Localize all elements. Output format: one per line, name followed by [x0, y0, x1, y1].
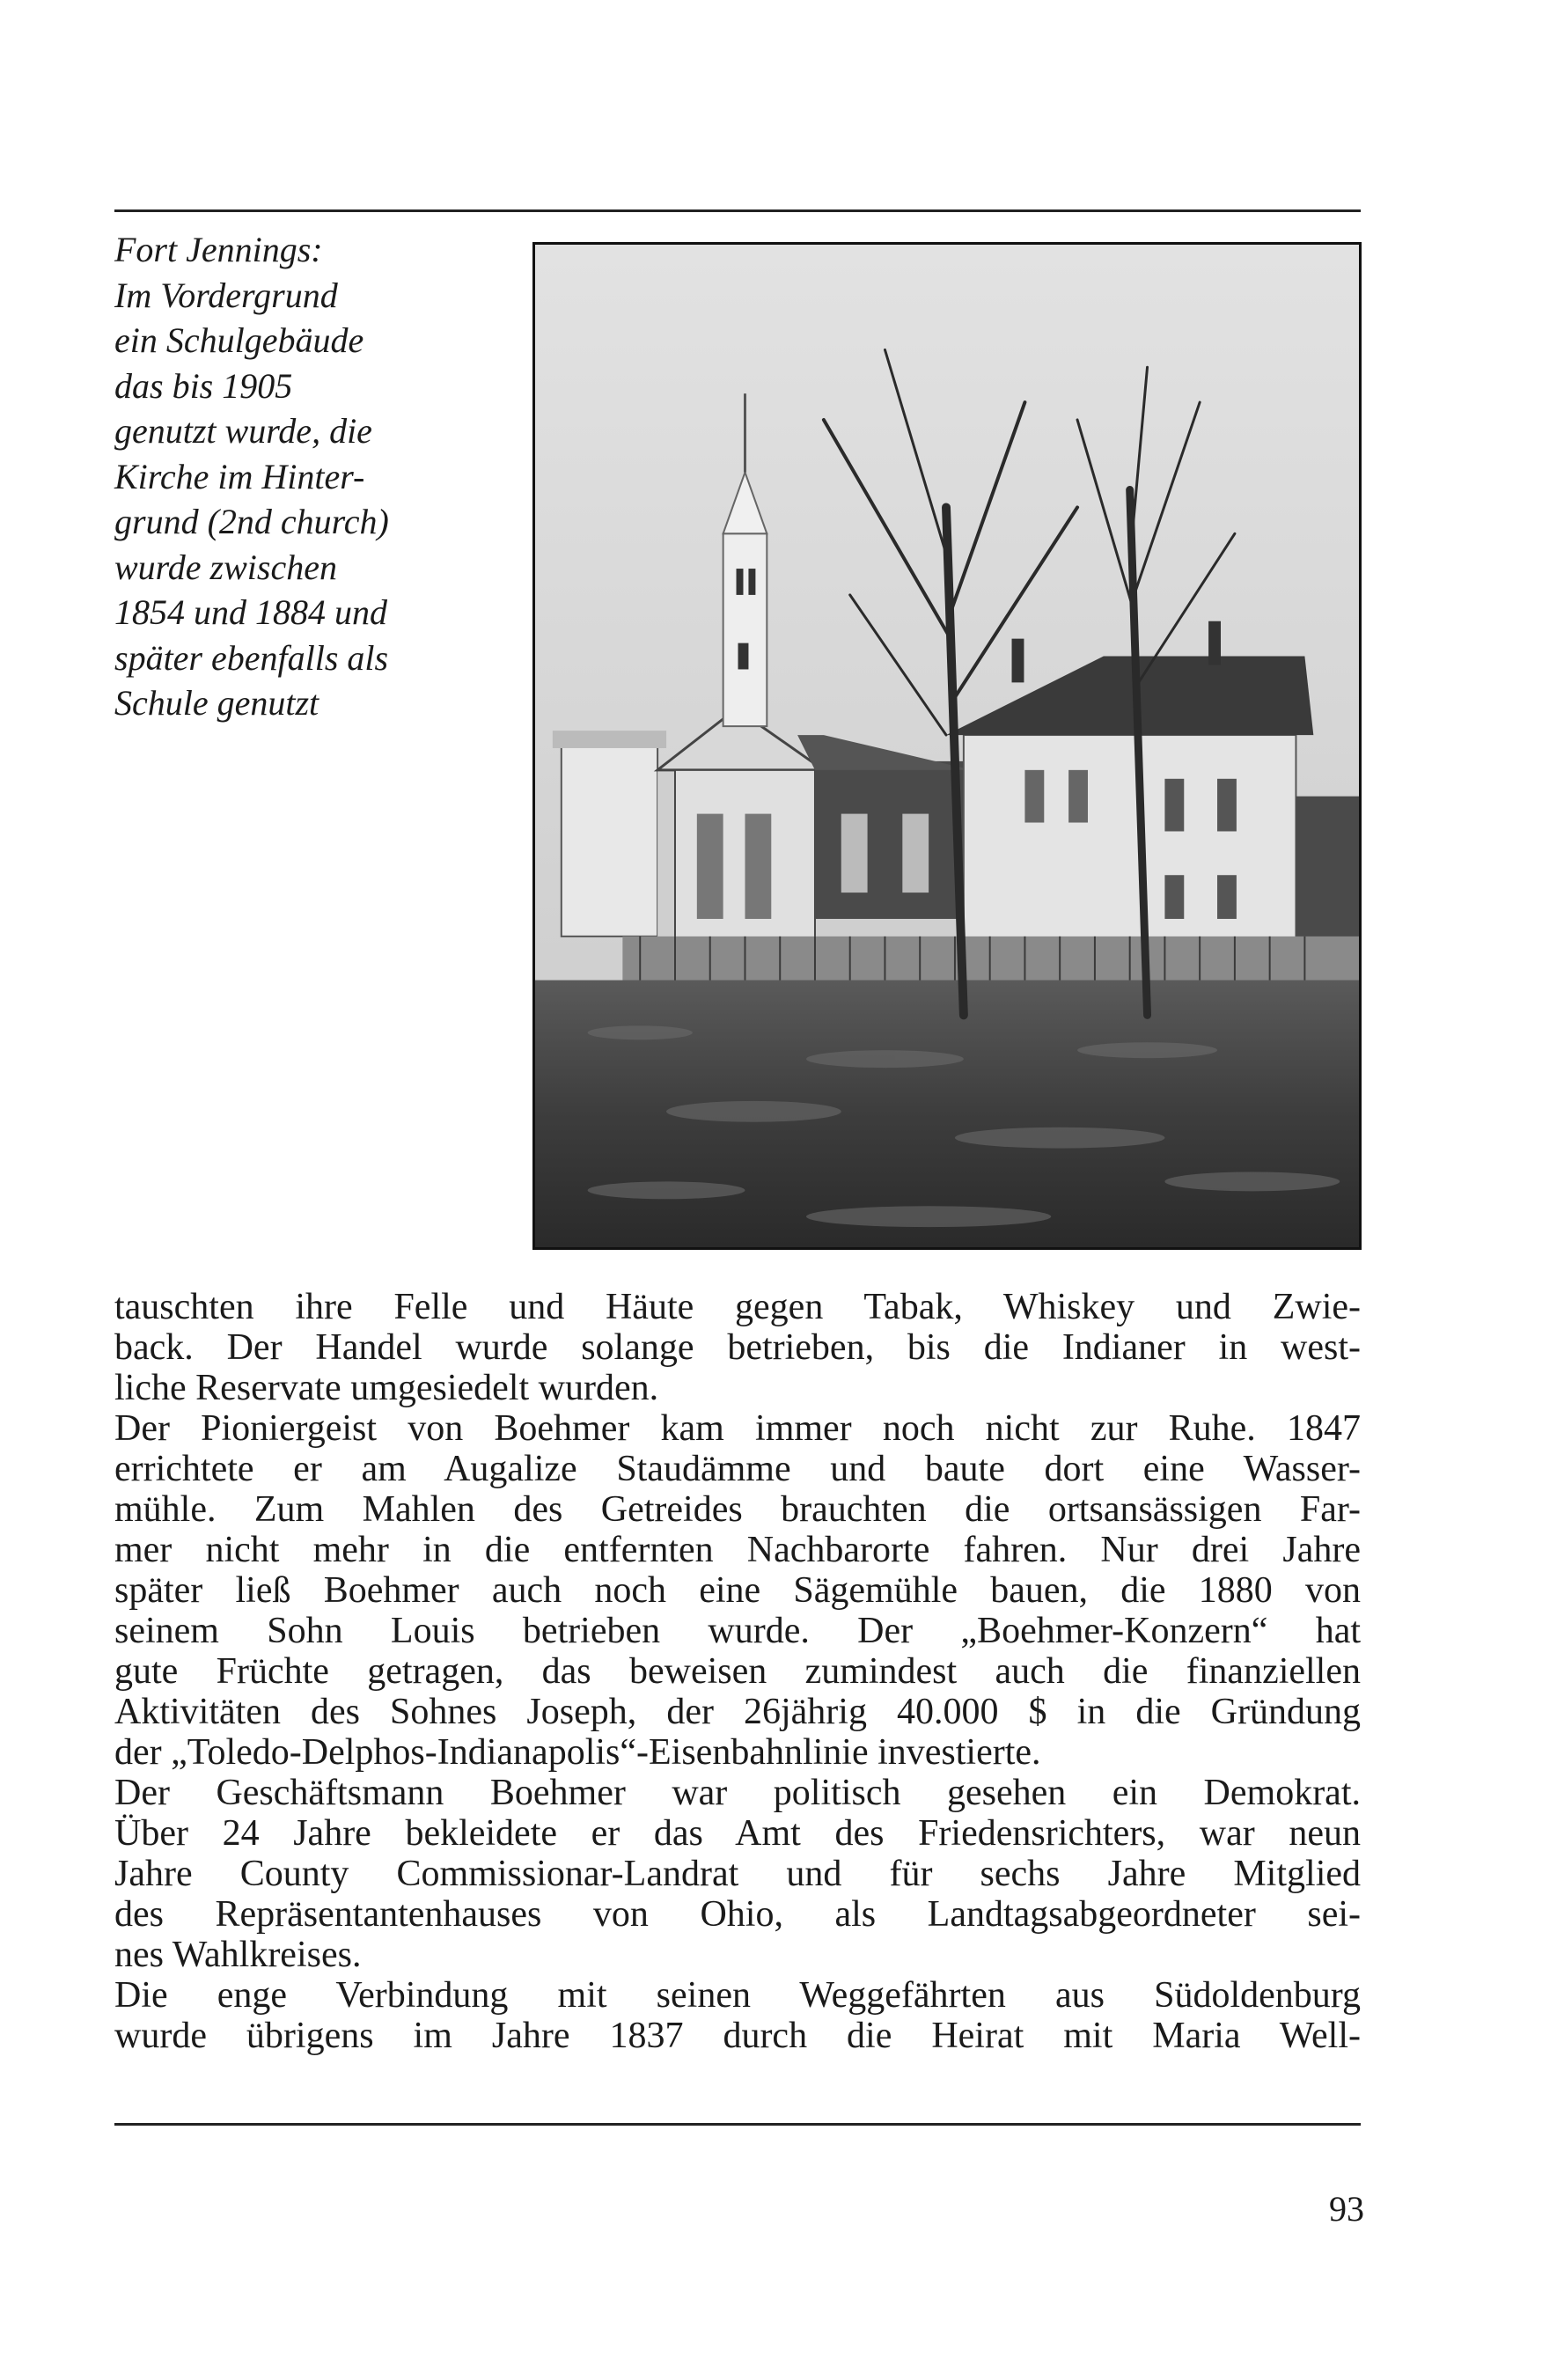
- body-line: später ließ Boehmer auch noch eine Sägemühle bauen, die 1880 von: [114, 1570, 1361, 1611]
- caption-line: ein Schulgebäude: [114, 320, 364, 360]
- caption-line: wurde zwischen: [114, 547, 337, 587]
- body-line: seinem Sohn Louis betrieben wurde. Der „Boehmer-Konzern“ hat: [114, 1611, 1361, 1651]
- body-line: wurde übrigens im Jahre 1837 durch die Heirat mit Maria Well-: [114, 2016, 1361, 2056]
- body-line: liche Reservate umgesiedelt wurden.: [114, 1368, 659, 1408]
- caption-line: grund (2nd church): [114, 502, 389, 541]
- body-line: back. Der Handel wurde solange betrieben, bis die Indianer in west-: [114, 1327, 1361, 1368]
- body-line: Der Geschäftsmann Boehmer war politisch gesehen ein Demokrat.: [114, 1773, 1361, 1813]
- body-line: Jahre County Commissionar-Landrat und für sechs Jahre Mitglied: [114, 1854, 1361, 1894]
- body-line: des Repräsentantenhauses von Ohio, als Landtagsabgeordneter sei-: [114, 1894, 1361, 1935]
- historic-photo-school-and-church: [532, 242, 1362, 1250]
- body-line: der „Toledo-Delphos-Indianapolis“-Eisenbahnlinie investierte.: [114, 1732, 1041, 1773]
- bottom-rule: [114, 2123, 1361, 2126]
- body-text: [114, 1287, 1361, 2056]
- body-line: mühle. Zum Mahlen des Getreides brauchten die ortsansässigen Far-: [114, 1489, 1361, 1530]
- caption-line: genutzt wurde, die: [114, 411, 372, 451]
- photo-caption: [114, 227, 519, 726]
- caption-line: Fort Jennings:: [114, 230, 323, 269]
- body-line: Die enge Verbindung mit seinen Weggefährten aus Südoldenburg: [114, 1975, 1361, 2016]
- body-line: errichtete er am Augalize Staudämme und baute dort eine Wasser-: [114, 1449, 1361, 1489]
- body-line: Aktivitäten des Sohnes Joseph, der 26jährig 40.000 $ in die Gründung: [114, 1692, 1361, 1732]
- caption-line: Schule genutzt: [114, 683, 319, 723]
- caption-line: später ebenfalls als: [114, 637, 389, 678]
- caption-line: 1854 und 1884 und: [114, 592, 387, 632]
- top-rule: [114, 209, 1361, 212]
- body-line: gute Früchte getragen, das beweisen zumindest auch die finanziellen: [114, 1651, 1361, 1692]
- body-line: mer nicht mehr in die entfernten Nachbarorte fahren. Nur drei Jahre: [114, 1530, 1361, 1570]
- body-line: Der Pioniergeist von Boehmer kam immer noch nicht zur Ruhe. 1847: [114, 1408, 1361, 1449]
- page-number: 93: [1329, 2189, 1364, 2229]
- caption-line: Kirche im Hinter-: [114, 456, 365, 496]
- body-line: Über 24 Jahre bekleidete er das Amt des Friedensrichters, war neun: [114, 1813, 1361, 1854]
- caption-line: Im Vordergrund: [114, 275, 338, 315]
- caption-line: das bis 1905: [114, 365, 293, 406]
- body-line: tauschten ihre Felle und Häute gegen Tabak, Whiskey und Zwie-: [114, 1287, 1361, 1327]
- body-line: nes Wahlkreises.: [114, 1935, 362, 1975]
